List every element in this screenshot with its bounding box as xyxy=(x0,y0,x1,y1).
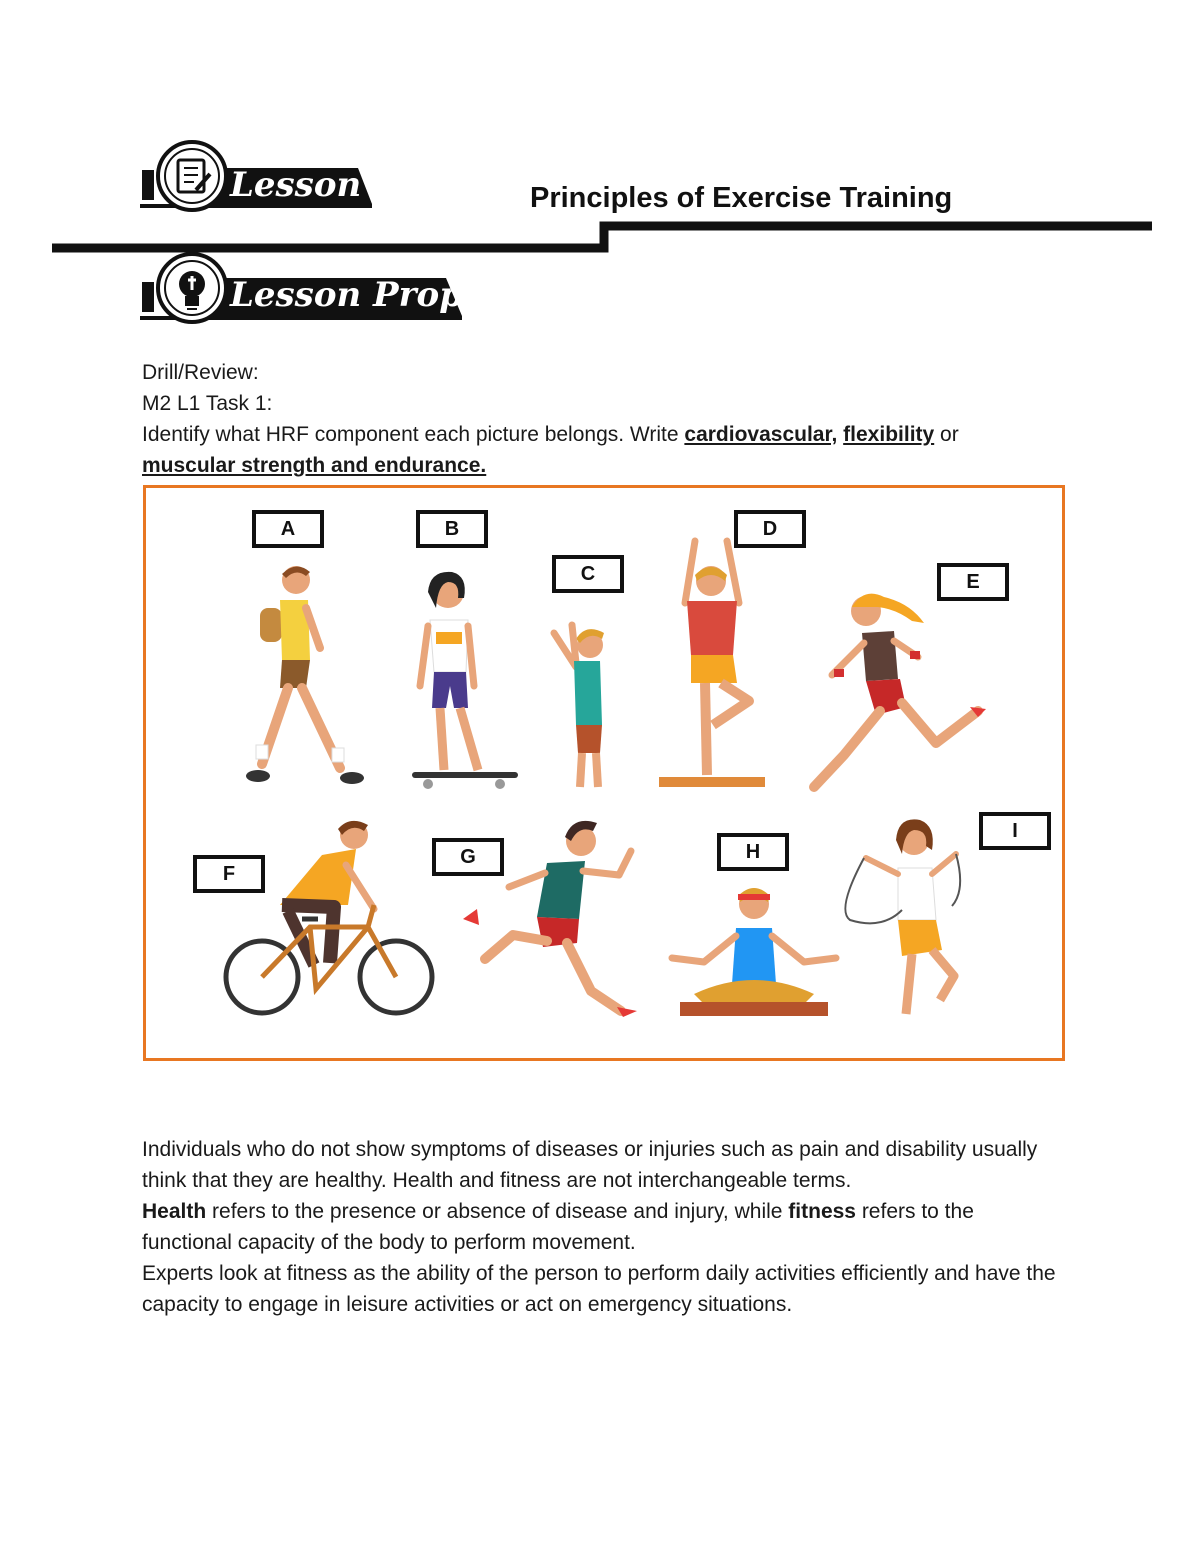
figure-h-meditation xyxy=(664,880,844,1020)
svg-text:Lesson 1: Lesson 1 xyxy=(230,165,397,205)
figure-i-jump-rope xyxy=(842,810,972,1020)
checklist-icon xyxy=(178,160,210,192)
figure-b-skateboarding xyxy=(408,568,523,793)
paragraph-2-text-a: refers to the presence or absence of disease and injury, while xyxy=(206,1200,789,1223)
paragraph-3: Experts look at fitness as the ability of the person to perform daily activities efficiently and have the capacity to engage in leisure activities or act on emergency situations. xyxy=(142,1262,1056,1316)
instruction-text: Identify what HRF component each picture belongs. Write xyxy=(142,423,685,446)
figure-e-running xyxy=(806,583,991,793)
lesson-badge xyxy=(140,138,397,214)
header-rule xyxy=(0,215,1200,255)
label-b: B xyxy=(416,510,488,548)
page-title: Principles of Exercise Training xyxy=(530,182,953,214)
term-cardiovascular: cardiovascular, xyxy=(684,423,838,446)
instruction xyxy=(142,419,959,450)
label-a: A xyxy=(252,510,324,548)
term-health: Health xyxy=(142,1200,207,1223)
instruction-connector: or xyxy=(934,423,959,446)
figure-f-cycling xyxy=(218,815,440,1020)
figure-a-walking xyxy=(240,560,370,790)
figure-g-running xyxy=(455,815,640,1020)
label-f: F xyxy=(193,855,265,893)
task-heading: M2 L1 Task 1: xyxy=(142,392,273,415)
label-d: D xyxy=(734,510,806,548)
label-i: I xyxy=(979,812,1051,850)
lesson-proper-badge xyxy=(140,250,503,326)
label-h: H xyxy=(717,833,789,871)
figure-d-yoga xyxy=(655,535,770,793)
label-e: E xyxy=(937,563,1009,601)
term-muscular: muscular strength and endurance. xyxy=(142,454,487,477)
label-g: G xyxy=(432,838,504,876)
paragraph-1: Individuals who do not show symptoms of diseases or injuries such as pain and disability usually think that they are healthy. Health and fitness are not interchangeable terms. xyxy=(142,1138,1038,1192)
svg-text:Lesson Proper: Lesson Proper xyxy=(230,275,503,315)
paragraph-2 xyxy=(142,1196,1062,1258)
term-flexibility: flexibility xyxy=(843,423,935,446)
figure-c-stretching xyxy=(546,615,621,793)
label-c: C xyxy=(552,555,624,593)
drill-heading: Drill/Review: xyxy=(142,361,259,384)
instruction-line2 xyxy=(142,450,486,481)
body-text xyxy=(142,1134,1062,1320)
term-fitness: fitness xyxy=(788,1200,856,1223)
paragraph-2-text-b: refers to the functional capacity of the body to perform movement. xyxy=(142,1200,974,1254)
